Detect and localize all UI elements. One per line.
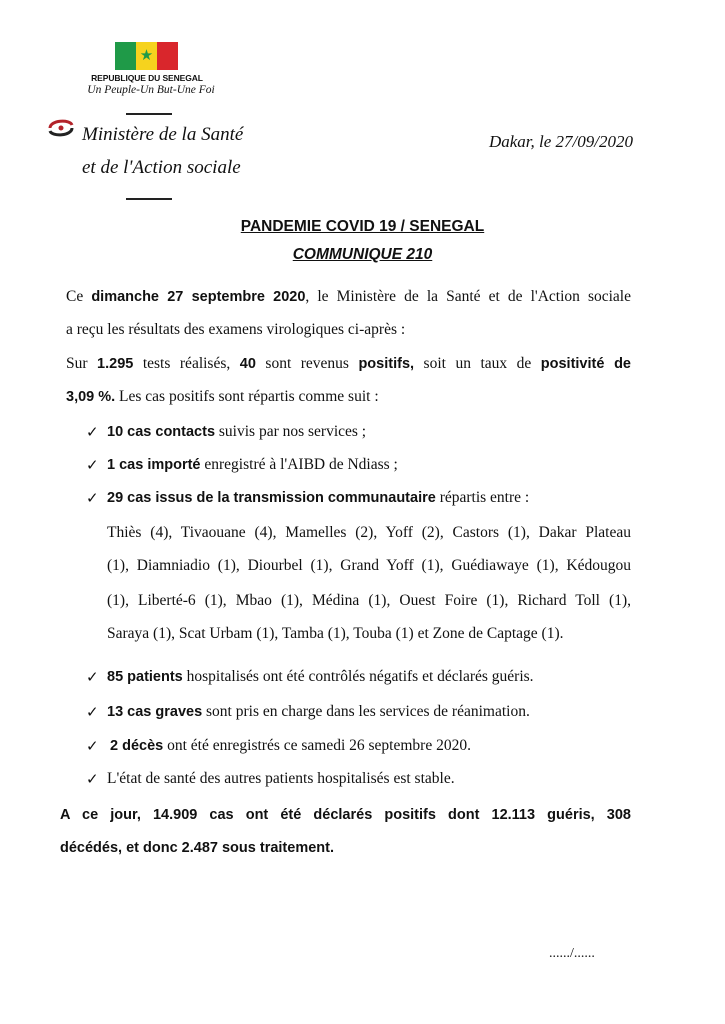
ministry-logo-icon: [46, 117, 76, 139]
check-icon: ✓: [86, 490, 99, 507]
check-icon: ✓: [86, 424, 99, 441]
national-motto: Un Peuple-Un But-Une Foi: [87, 84, 215, 96]
communique-number: COMMUNIQUE 210: [292, 246, 433, 263]
ministry-name-line2: et de l'Action sociale: [82, 157, 241, 178]
localities-line-1: Thiès (4), Tivaouane (4), Mamelles (2), Yoff (2), Castors (1), Dakar Plateau: [107, 524, 631, 541]
bullet-contacts: 10 cas contacts suivis par nos services ;: [107, 423, 367, 440]
bullet-deaths: 2 décès ont été enregistrés ce samedi 26 septembre 2020.: [110, 737, 471, 754]
document-title: PANDEMIE COVID 19 / SENEGAL: [240, 218, 485, 235]
header-divider-top: [126, 113, 172, 115]
intro-line-1: Ce dimanche 27 septembre 2020, le Ministère de la Santé et de l'Action sociale: [66, 288, 631, 305]
summary-line-2: décédés, et donc 2.487 sous traitement.: [60, 840, 334, 856]
check-icon: ✓: [86, 738, 99, 755]
bullet-stable: L'état de santé des autres patients hospitalisés est stable.: [107, 770, 455, 787]
check-icon: ✓: [86, 704, 99, 721]
bullet-recovered: 85 patients hospitalisés ont été contrôlés négatifs et déclarés guéris.: [107, 668, 534, 685]
summary-line-1: A ce jour, 14.909 cas ont été déclarés positifs dont 12.113 guéris, 308: [60, 807, 631, 823]
senegal-flag: [115, 42, 178, 70]
republic-label: REPUBLIQUE DU SENEGAL: [91, 73, 203, 83]
check-icon: ✓: [86, 457, 99, 474]
check-icon: ✓: [86, 669, 99, 686]
document-date: Dakar, le 27/09/2020: [488, 132, 633, 151]
localities-line-2: (1), Diamniadio (1), Diourbel (1), Grand Yoff (1), Guédiawaye (1), Kédougou: [107, 557, 631, 574]
bullet-community: 29 cas issus de la transmission communautaire répartis entre :: [107, 489, 530, 506]
page-continuation-marker: ....../......: [549, 946, 595, 961]
ministry-name-line1: Ministère de la Santé: [82, 124, 244, 145]
intro-line-4: 3,09 %. Les cas positifs sont répartis comme suit :: [66, 388, 379, 405]
flag-green-band: [115, 42, 136, 70]
header-divider-bottom: [126, 198, 172, 200]
bullet-imported: 1 cas importé enregistré à l'AIBD de Ndiass ;: [107, 456, 398, 473]
flag-red-band: [157, 42, 178, 70]
localities-line-3: (1), Liberté-6 (1), Mbao (1), Médina (1), Ouest Foire (1), Richard Toll (1),: [107, 592, 631, 609]
intro-line-2: a reçu les résultats des examens virologiques ci-après :: [66, 321, 406, 338]
flag-yellow-band: [136, 42, 157, 70]
check-icon: ✓: [86, 771, 99, 788]
star-icon: ★: [139, 47, 154, 65]
localities-line-4: Saraya (1), Scat Urbam (1), Tamba (1), Touba (1) et Zone de Captage (1).: [107, 625, 564, 642]
bullet-severe: 13 cas graves sont pris en charge dans les services de réanimation.: [107, 703, 530, 720]
intro-line-3: Sur 1.295 tests réalisés, 40 sont revenus positifs, soit un taux de positivité de: [66, 355, 631, 372]
